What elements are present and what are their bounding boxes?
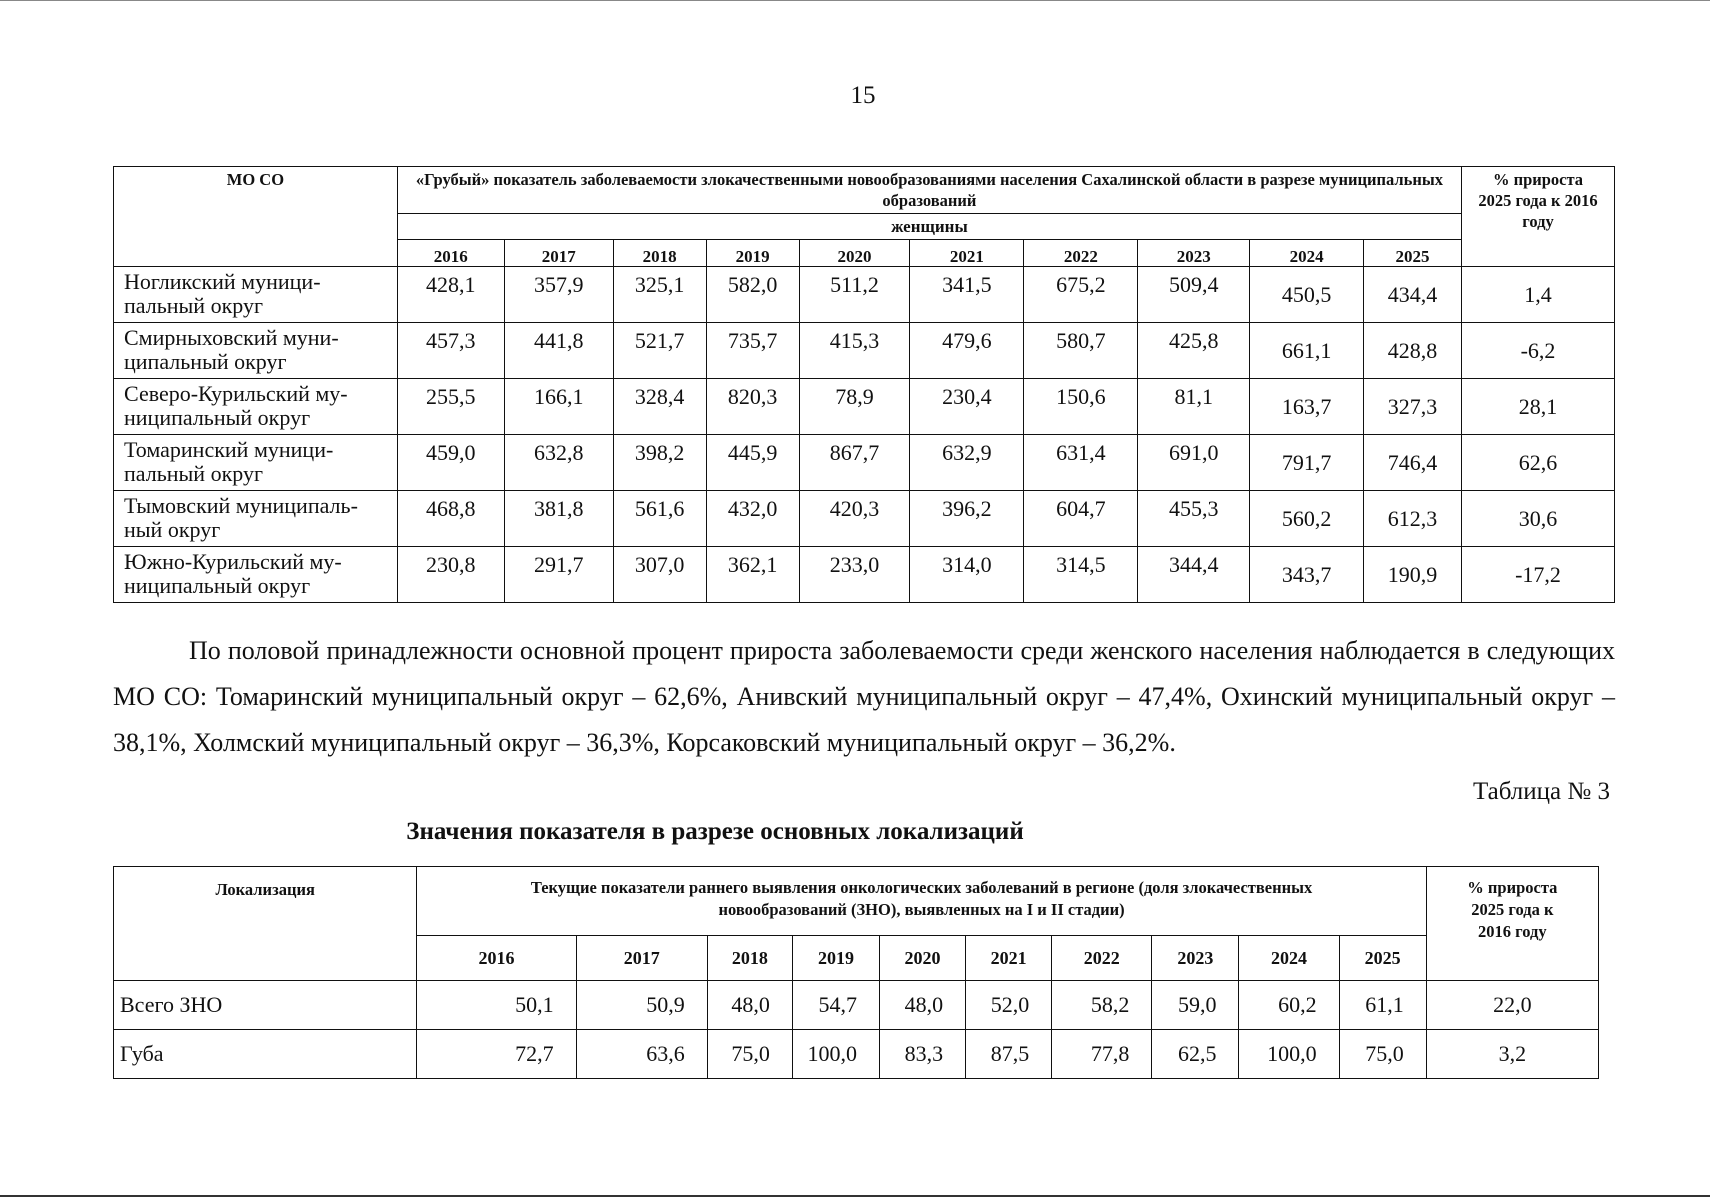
value-cell: 314,0 [910, 547, 1024, 603]
growth-cell: 28,1 [1462, 379, 1615, 435]
district-name: Томаринский муници-пальный округ [114, 435, 398, 491]
value-cell: 58,2 [1052, 981, 1152, 1030]
value-cell: 432,0 [706, 491, 799, 547]
year-header: 2017 [504, 240, 613, 267]
year-header: 2025 [1339, 936, 1426, 981]
value-cell: 344,4 [1138, 547, 1250, 603]
page-number: 15 [850, 82, 876, 109]
year-header: 2025 [1364, 240, 1462, 267]
value-cell: 632,9 [910, 435, 1024, 491]
paragraph-text: По половой принадлежности основной процент прироста заболеваемости среди женского населения наблюдается в следующих МО СО: Томаринский муниципальный округ – 62,6%, Анивский муниципальный округ – 47,4%, Охинский муниципальный округ – 38,1%, Холмский муниципальный округ – 36,3%, Корсаковский муниципальный округ – 36,2%. [113, 636, 1615, 757]
value-cell: 72,7 [417, 1030, 576, 1079]
value-cell: 343,7 [1250, 547, 1364, 603]
value-cell: 362,1 [706, 547, 799, 603]
value-cell: 434,4 [1364, 267, 1462, 323]
value-cell: 60,2 [1239, 981, 1339, 1030]
header-sex: женщины [397, 214, 1461, 240]
localization-name: Всего ЗНО [114, 981, 417, 1030]
scan-edge-line [0, 0, 1710, 1]
value-cell: 455,3 [1138, 491, 1250, 547]
value-cell: 327,3 [1364, 379, 1462, 435]
year-header: 2019 [792, 936, 879, 981]
value-cell: 291,7 [504, 547, 613, 603]
value-cell: 428,8 [1364, 323, 1462, 379]
value-cell: 83,3 [880, 1030, 966, 1079]
year-header: 2020 [799, 240, 910, 267]
header-mo: МО СО [114, 167, 398, 267]
value-cell: 307,0 [613, 547, 706, 603]
growth-cell: 3,2 [1426, 1030, 1598, 1079]
value-cell: 511,2 [799, 267, 910, 323]
value-cell: 420,3 [799, 491, 910, 547]
value-cell: 457,3 [397, 323, 504, 379]
year-header: 2024 [1250, 240, 1364, 267]
year-header: 2020 [880, 936, 966, 981]
header-main: Текущие показатели раннего выявления онкологических заболеваний в регионе (доля злокачественных новообразований (ЗНО), выявленных на I и II стадии) [417, 867, 1426, 936]
value-cell: 50,9 [576, 981, 707, 1030]
value-cell: 631,4 [1024, 435, 1138, 491]
header-main: «Грубый» показатель заболеваемости злокачественными новообразованиями населения Сахалинской области в разрезе муниципальных образований [397, 167, 1461, 214]
value-cell: 675,2 [1024, 267, 1138, 323]
growth-cell: 62,6 [1462, 435, 1615, 491]
value-cell: 560,2 [1250, 491, 1364, 547]
year-header: 2018 [613, 240, 706, 267]
value-cell: 612,3 [1364, 491, 1462, 547]
value-cell: 166,1 [504, 379, 613, 435]
value-cell: 357,9 [504, 267, 613, 323]
table-row [114, 435, 1615, 491]
value-cell: 459,0 [397, 435, 504, 491]
value-cell: 820,3 [706, 379, 799, 435]
year-header: 2016 [397, 240, 504, 267]
value-cell: 341,5 [910, 267, 1024, 323]
value-cell: 425,8 [1138, 323, 1250, 379]
table-row [114, 267, 1615, 323]
value-cell: 445,9 [706, 435, 799, 491]
value-cell: 100,0 [792, 1030, 879, 1079]
value-cell: 867,7 [799, 435, 910, 491]
table-title: Значения показателя в разрезе основных локализаций [406, 818, 1024, 845]
value-cell: 255,5 [397, 379, 504, 435]
value-cell: 77,8 [1052, 1030, 1152, 1079]
value-cell: 450,5 [1250, 267, 1364, 323]
value-cell: 54,7 [792, 981, 879, 1030]
growth-cell: 22,0 [1426, 981, 1598, 1030]
value-cell: 190,9 [1364, 547, 1462, 603]
value-cell: 150,6 [1024, 379, 1138, 435]
localization-name: Губа [114, 1030, 417, 1079]
value-cell: 415,3 [799, 323, 910, 379]
value-cell: 604,7 [1024, 491, 1138, 547]
value-cell: 632,8 [504, 435, 613, 491]
value-cell: 100,0 [1239, 1030, 1339, 1079]
value-cell: 75,0 [1339, 1030, 1426, 1079]
value-cell: 381,8 [504, 491, 613, 547]
value-cell: 479,6 [910, 323, 1024, 379]
body-paragraph [113, 628, 1615, 766]
value-cell: 468,8 [397, 491, 504, 547]
value-cell: 580,7 [1024, 323, 1138, 379]
incidence-table [113, 166, 1615, 603]
value-cell: 78,9 [799, 379, 910, 435]
value-cell: 230,4 [910, 379, 1024, 435]
value-cell: 61,1 [1339, 981, 1426, 1030]
value-cell: 48,0 [707, 981, 792, 1030]
value-cell: 233,0 [799, 547, 910, 603]
year-header: 2024 [1239, 936, 1339, 981]
value-cell: 87,5 [966, 1030, 1052, 1079]
district-name: Смирныховский муни-ципальный округ [114, 323, 398, 379]
growth-cell: -17,2 [1462, 547, 1615, 603]
scan-edge-line [0, 1195, 1710, 1197]
value-cell: 52,0 [966, 981, 1052, 1030]
table-row [114, 491, 1615, 547]
growth-cell: 30,6 [1462, 491, 1615, 547]
value-cell: 314,5 [1024, 547, 1138, 603]
value-cell: 50,1 [417, 981, 576, 1030]
value-cell: 582,0 [706, 267, 799, 323]
year-header: 2018 [707, 936, 792, 981]
district-name: Ногликский муници-пальный округ [114, 267, 398, 323]
year-header: 2022 [1052, 936, 1152, 981]
value-cell: 81,1 [1138, 379, 1250, 435]
growth-cell: 1,4 [1462, 267, 1615, 323]
year-header: 2022 [1024, 240, 1138, 267]
value-cell: 509,4 [1138, 267, 1250, 323]
table-row [114, 1030, 1599, 1079]
value-cell: 735,7 [706, 323, 799, 379]
value-cell: 691,0 [1138, 435, 1250, 491]
district-name: Тымовский муниципаль-ный округ [114, 491, 398, 547]
value-cell: 59,0 [1152, 981, 1239, 1030]
value-cell: 746,4 [1364, 435, 1462, 491]
growth-cell: -6,2 [1462, 323, 1615, 379]
year-header: 2023 [1138, 240, 1250, 267]
district-name: Северо-Курильский му-ниципальный округ [114, 379, 398, 435]
year-header: 2023 [1152, 936, 1239, 981]
value-cell: 561,6 [613, 491, 706, 547]
value-cell: 328,4 [613, 379, 706, 435]
year-header: 2021 [966, 936, 1052, 981]
value-cell: 398,2 [613, 435, 706, 491]
value-cell: 75,0 [707, 1030, 792, 1079]
header-growth: % прироста 2025 года к 2016 году [1462, 167, 1615, 267]
year-header: 2016 [417, 936, 576, 981]
table-row [114, 981, 1599, 1030]
header-growth: % прироста 2025 года к 2016 году [1426, 867, 1598, 981]
year-header: 2017 [576, 936, 707, 981]
value-cell: 48,0 [880, 981, 966, 1030]
table-row [114, 547, 1615, 603]
localization-table [113, 866, 1599, 1079]
value-cell: 325,1 [613, 267, 706, 323]
value-cell: 163,7 [1250, 379, 1364, 435]
table-row [114, 379, 1615, 435]
value-cell: 441,8 [504, 323, 613, 379]
value-cell: 62,5 [1152, 1030, 1239, 1079]
year-header: 2019 [706, 240, 799, 267]
value-cell: 521,7 [613, 323, 706, 379]
value-cell: 396,2 [910, 491, 1024, 547]
value-cell: 230,8 [397, 547, 504, 603]
value-cell: 661,1 [1250, 323, 1364, 379]
table-row [114, 323, 1615, 379]
value-cell: 428,1 [397, 267, 504, 323]
table-number: Таблица № 3 [1472, 778, 1610, 805]
value-cell: 63,6 [576, 1030, 707, 1079]
value-cell: 791,7 [1250, 435, 1364, 491]
header-localization: Локализация [114, 867, 417, 981]
year-header: 2021 [910, 240, 1024, 267]
district-name: Южно-Курильский му-ниципальный округ [114, 547, 398, 603]
